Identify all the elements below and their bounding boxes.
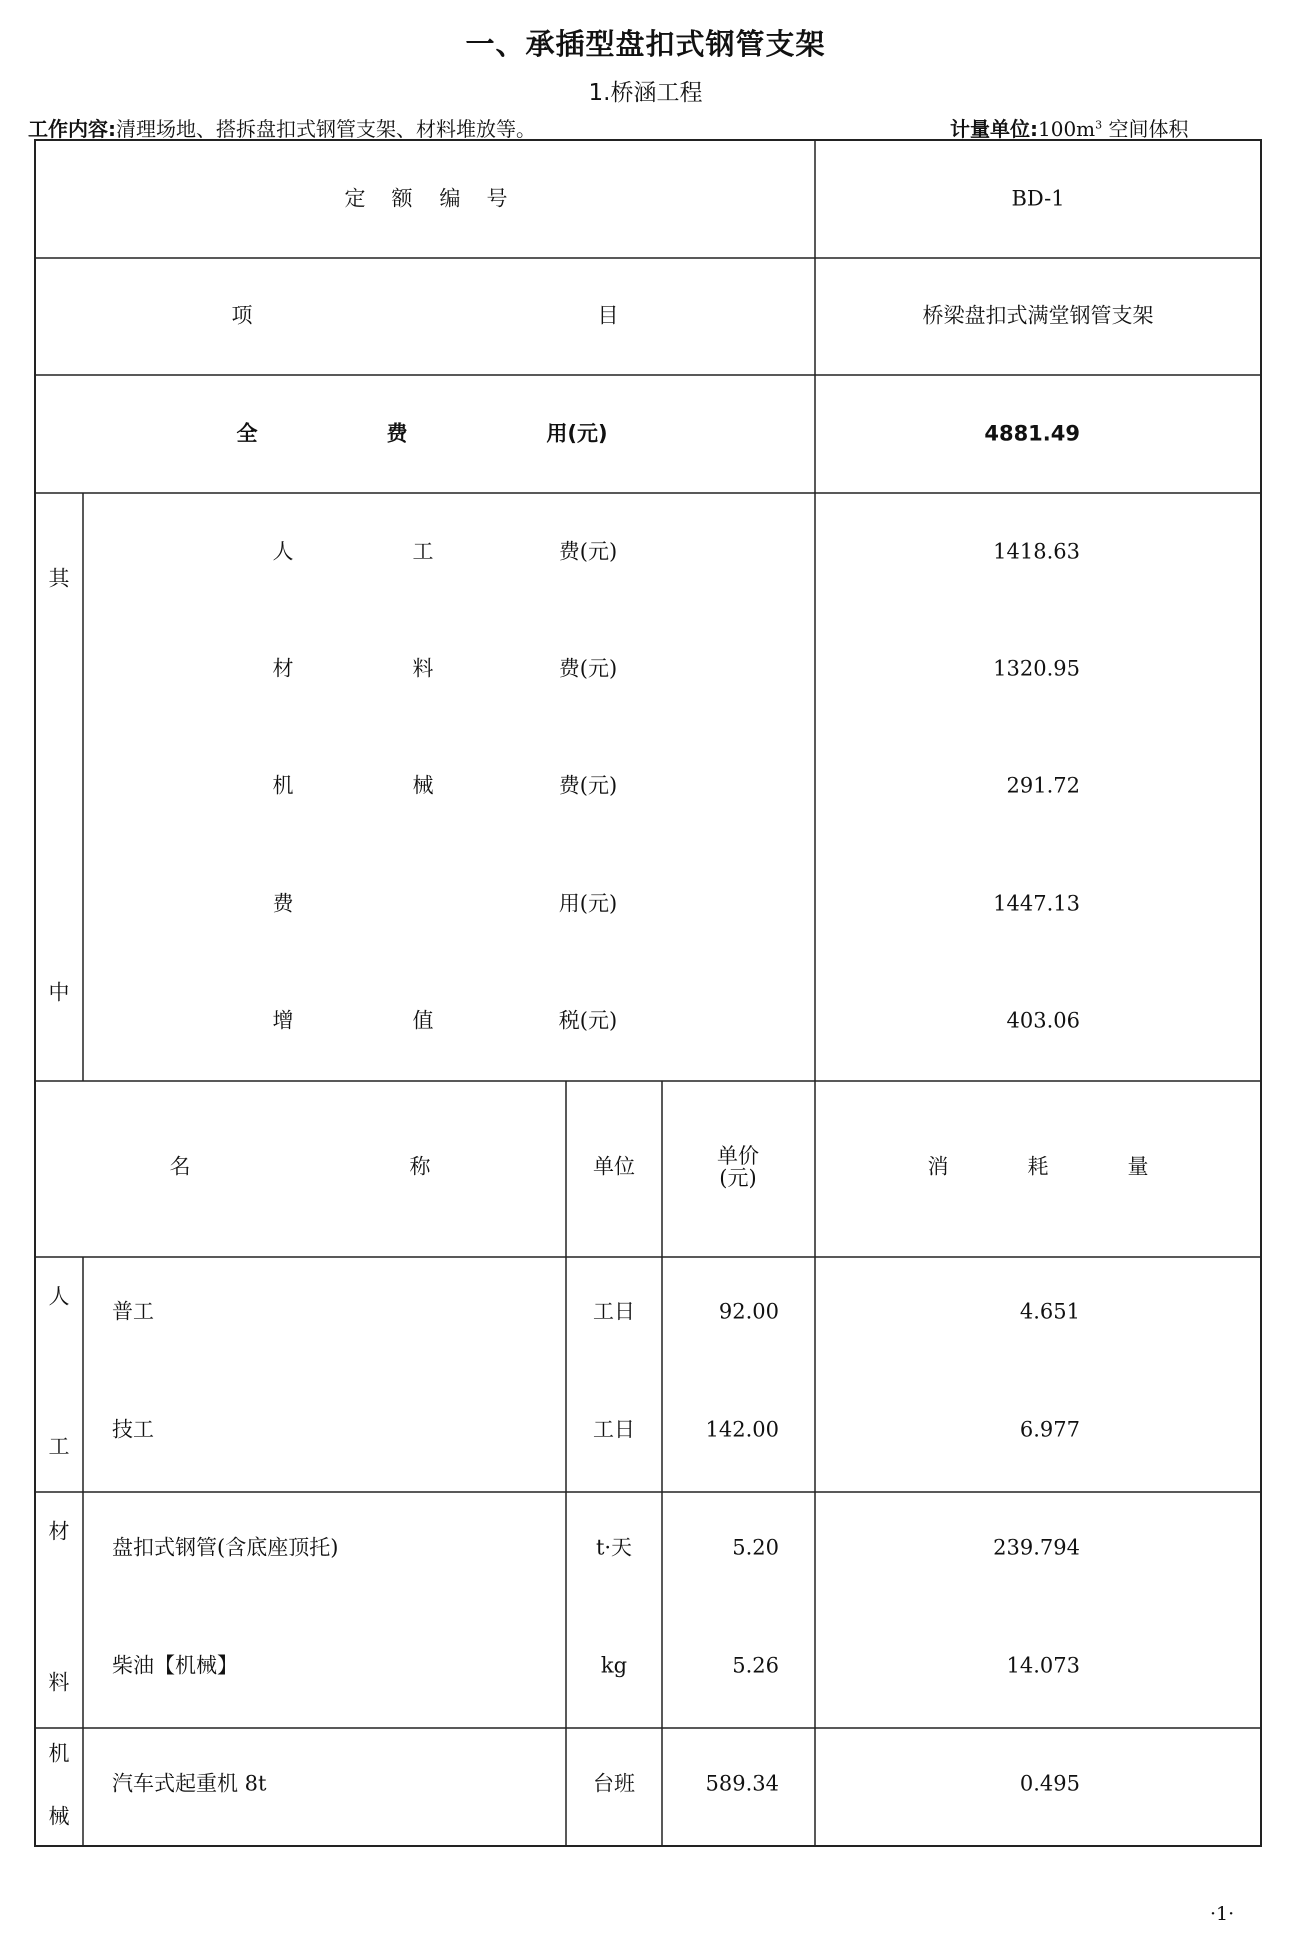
row-name: 技工 bbox=[112, 1417, 154, 1442]
work-content-label: 工作内容: bbox=[28, 117, 116, 141]
unit-label: 计量单位: bbox=[950, 117, 1038, 141]
breakdown-label-3: 税(元) bbox=[558, 1008, 618, 1033]
group-label-labor-1: 人 bbox=[48, 1284, 70, 1309]
row-name: 柴油【机械】 bbox=[112, 1653, 238, 1678]
breakdown-label-1: 费 bbox=[272, 891, 294, 916]
row-qty: 14.073 bbox=[1006, 1653, 1080, 1678]
among-label-2: 中 bbox=[48, 980, 70, 1005]
row-name: 盘扣式钢管(含底座顶托) bbox=[112, 1535, 339, 1560]
total-cost-label-2: 费 bbox=[386, 421, 408, 446]
breakdown-label-2: 值 bbox=[412, 1008, 434, 1033]
col-name-label-2: 称 bbox=[409, 1154, 431, 1179]
quota-no-label-1: 定 bbox=[344, 186, 366, 211]
row-name: 汽车式起重机 8t bbox=[112, 1771, 267, 1796]
col-unit-label: 单位 bbox=[593, 1154, 635, 1179]
group-label-machine-1: 机 bbox=[48, 1741, 70, 1766]
breakdown-value: 1418.63 bbox=[993, 539, 1080, 564]
breakdown-label-3: 用(元) bbox=[558, 891, 618, 916]
breakdown-label-1: 机 bbox=[272, 773, 294, 798]
row-qty: 0.495 bbox=[1019, 1771, 1080, 1796]
row-price: 5.26 bbox=[732, 1653, 779, 1678]
item-label-1: 项 bbox=[231, 303, 253, 328]
group-label-machine-2: 械 bbox=[48, 1804, 70, 1829]
breakdown-label-2: 械 bbox=[412, 773, 434, 798]
quota-no-value: BD-1 bbox=[1011, 186, 1065, 211]
group-label-material-2: 料 bbox=[48, 1670, 70, 1695]
item-label-2: 目 bbox=[597, 303, 619, 328]
quota-no-label-2: 额 bbox=[391, 186, 413, 211]
among-label-1: 其 bbox=[48, 566, 70, 591]
breakdown-label-1: 增 bbox=[272, 1008, 294, 1033]
row-qty: 239.794 bbox=[993, 1535, 1080, 1560]
row-qty: 6.977 bbox=[1019, 1417, 1080, 1442]
quota-no-label-4: 号 bbox=[486, 186, 508, 211]
page-number: ·1· bbox=[1210, 1903, 1235, 1925]
breakdown-label-1: 材 bbox=[272, 656, 294, 681]
unit-sup: 3 bbox=[1095, 118, 1103, 132]
total-cost-label-1: 全 bbox=[236, 421, 258, 446]
row-price: 92.00 bbox=[718, 1299, 779, 1324]
total-cost-value: 4881.49 bbox=[984, 421, 1080, 446]
group-label-material-1: 材 bbox=[48, 1519, 70, 1544]
row-unit: 工日 bbox=[593, 1417, 635, 1442]
work-content-text: 清理场地、搭拆盘扣式钢管支架、材料堆放等。 bbox=[116, 117, 536, 141]
row-qty: 4.651 bbox=[1019, 1299, 1080, 1324]
col-unit-price-line2: (元) bbox=[719, 1166, 757, 1190]
breakdown-value: 403.06 bbox=[1006, 1008, 1080, 1033]
breakdown-label-3: 费(元) bbox=[558, 773, 618, 798]
breakdown-value: 1447.13 bbox=[993, 891, 1080, 916]
page-title: 一、承插型盘扣式钢管支架 bbox=[465, 27, 826, 61]
row-price: 5.20 bbox=[732, 1535, 779, 1560]
col-unit-price-label bbox=[717, 1145, 759, 1189]
item-value: 桥梁盘扣式满堂钢管支架 bbox=[922, 303, 1154, 328]
col-unit-price-line1: 单价 bbox=[717, 1143, 759, 1168]
breakdown-label-2: 工 bbox=[412, 539, 434, 564]
col-consumption-label-1: 消 bbox=[927, 1154, 949, 1179]
col-name-label-1: 名 bbox=[169, 1154, 191, 1179]
unit-suffix: 空间体积 bbox=[1102, 117, 1189, 141]
row-unit: t·天 bbox=[595, 1535, 633, 1560]
row-price: 142.00 bbox=[705, 1417, 779, 1442]
row-unit: 工日 bbox=[593, 1299, 635, 1324]
breakdown-label-3: 费(元) bbox=[558, 539, 618, 564]
row-unit: 台班 bbox=[593, 1771, 635, 1796]
breakdown-label-3: 费(元) bbox=[558, 656, 618, 681]
row-unit: kg bbox=[600, 1653, 628, 1678]
breakdown-value: 291.72 bbox=[1006, 773, 1080, 798]
quota-no-label-3: 编 bbox=[439, 186, 461, 211]
group-label-labor-2: 工 bbox=[48, 1434, 70, 1459]
breakdown-label-1: 人 bbox=[272, 539, 294, 564]
breakdown-value: 1320.95 bbox=[993, 656, 1080, 681]
section-subtitle: 1.桥涵工程 bbox=[588, 80, 703, 106]
unit-prefix: 100m bbox=[1038, 117, 1096, 141]
row-price: 589.34 bbox=[705, 1771, 779, 1796]
col-consumption-label-2: 耗 bbox=[1027, 1154, 1049, 1179]
breakdown-label-2: 料 bbox=[412, 656, 434, 681]
row-name: 普工 bbox=[112, 1299, 154, 1324]
col-consumption-label-3: 量 bbox=[1127, 1154, 1149, 1179]
total-cost-label-3: 用(元) bbox=[546, 421, 608, 446]
